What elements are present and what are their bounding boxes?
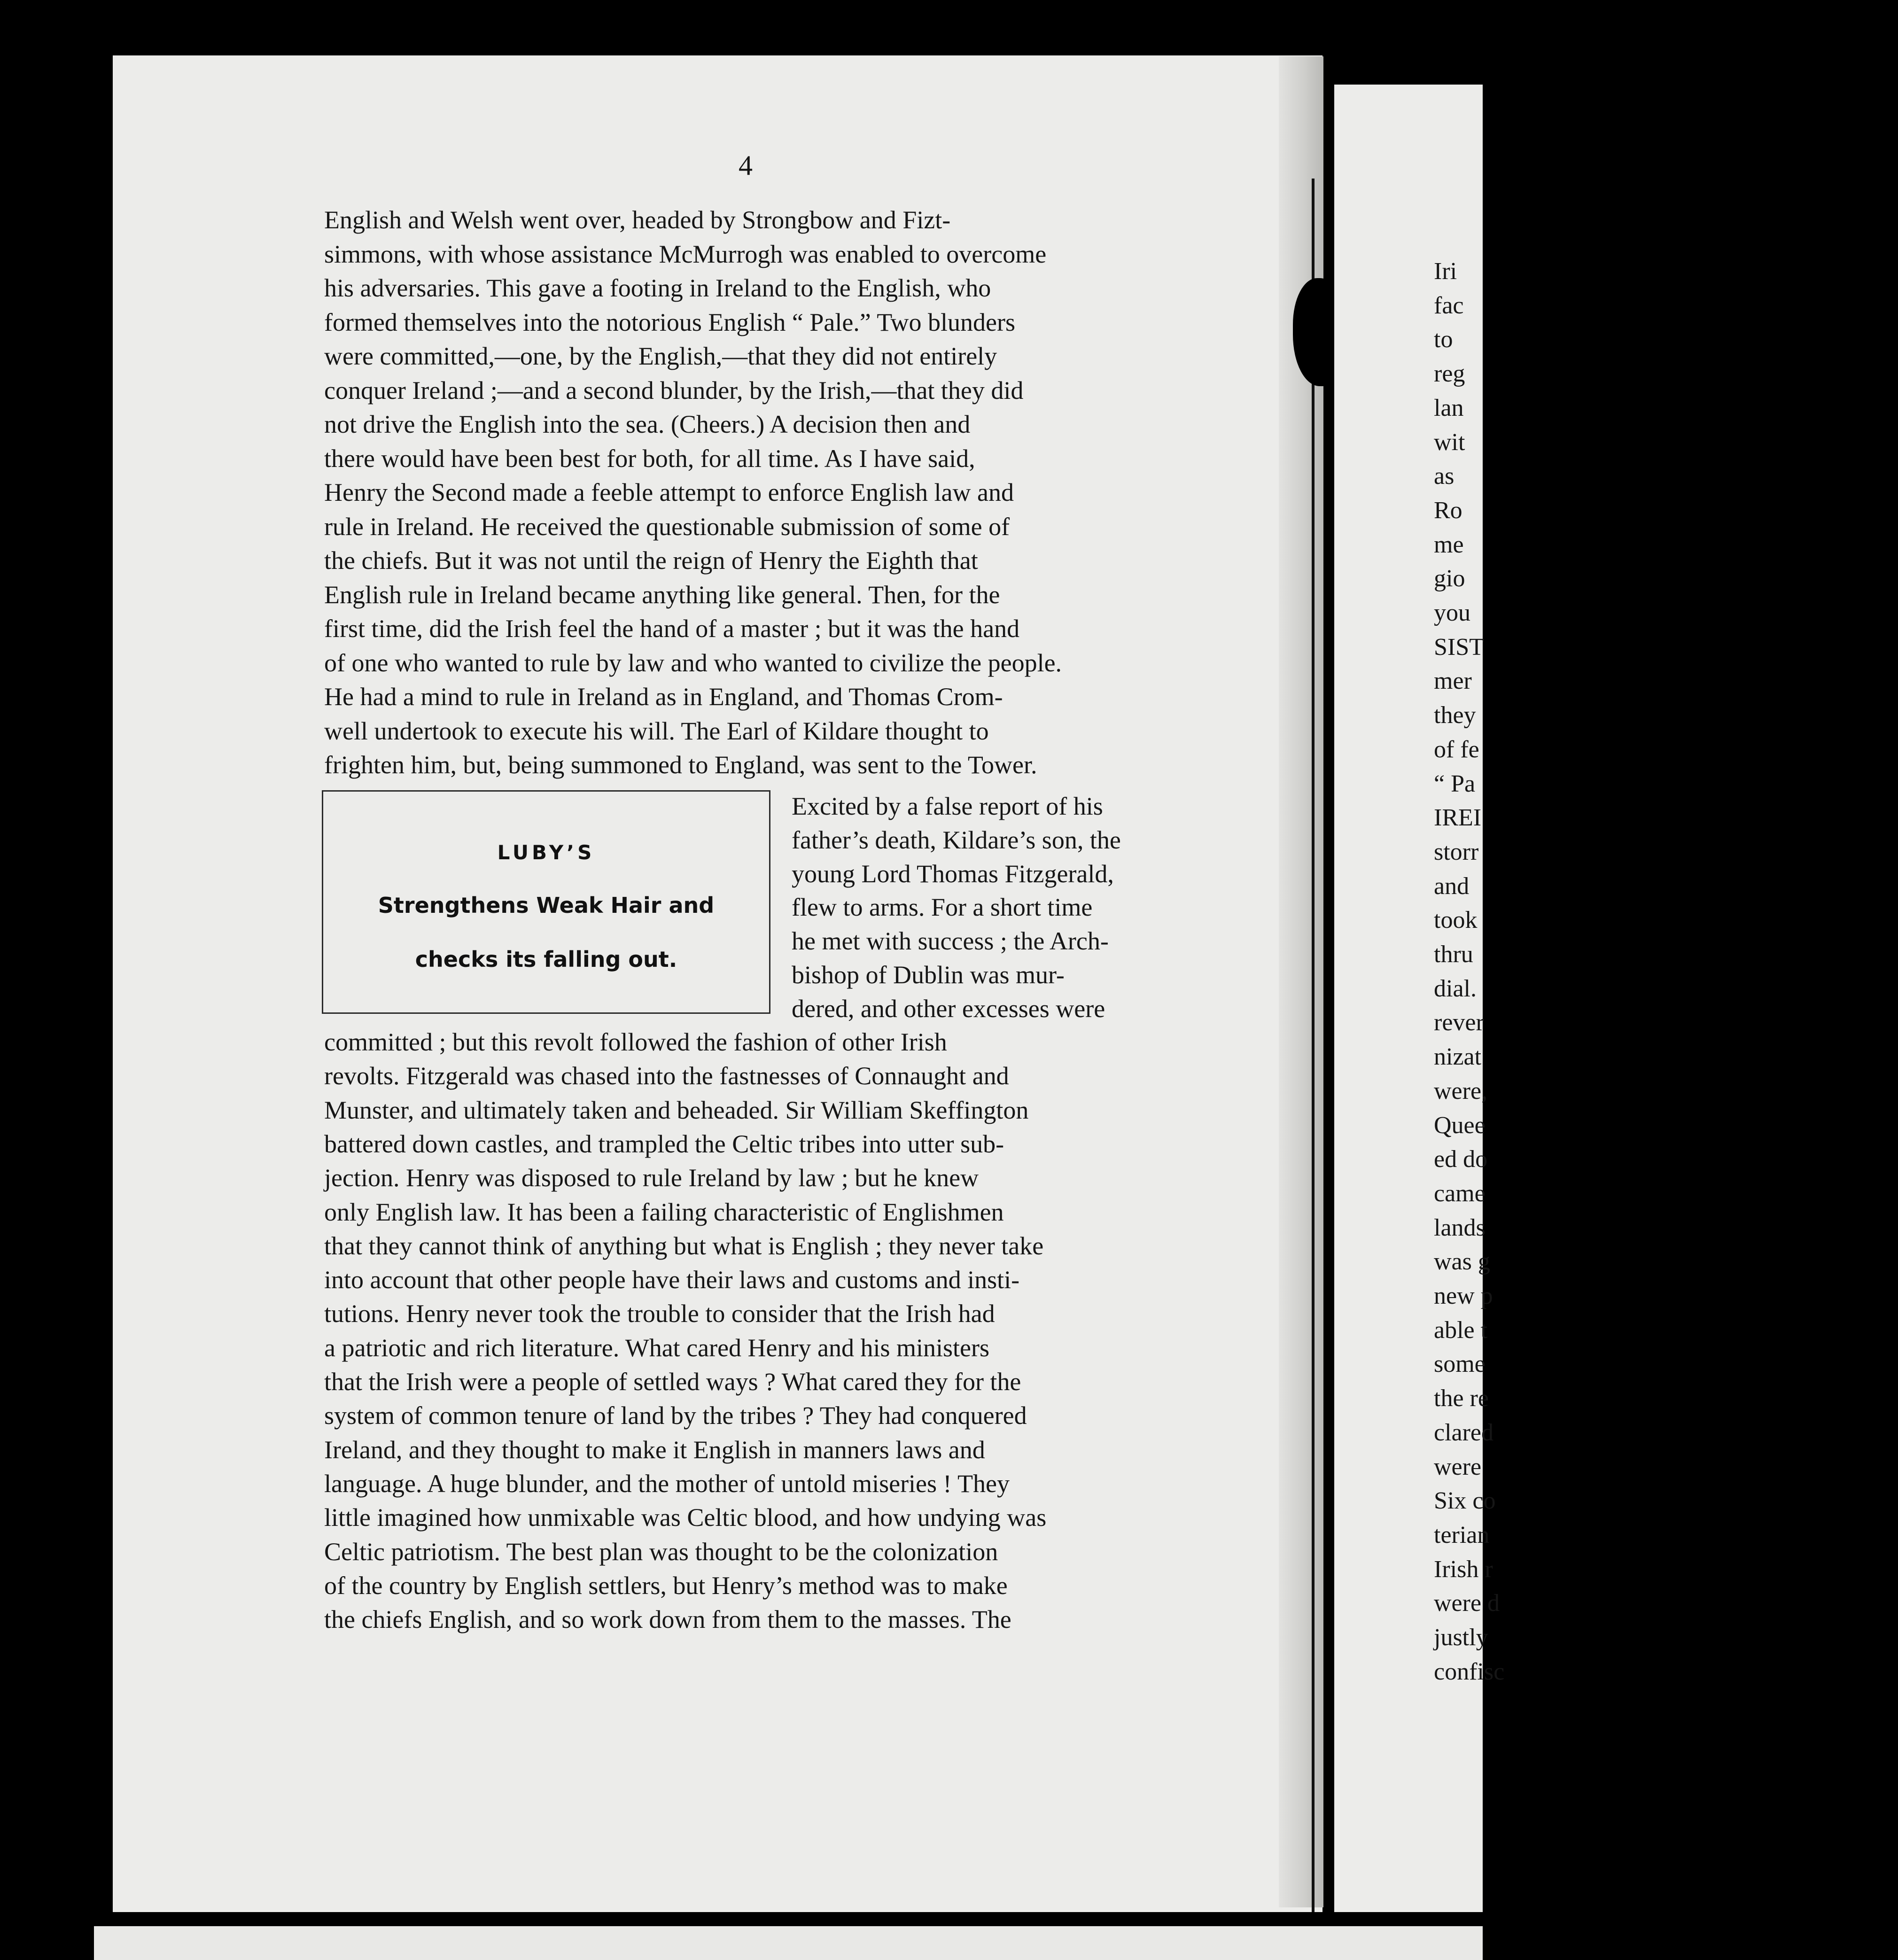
- page-edge-bottom: [94, 1926, 1483, 1960]
- text-line: was g: [1434, 1248, 1490, 1276]
- text-line: Quee: [1434, 1112, 1486, 1139]
- text-line: the chiefs. But it was not until the reign of Henry the Eighth that: [324, 546, 978, 575]
- text-line: committed ; but this revolt followed the fashion of other Irish: [324, 1028, 947, 1056]
- advertisement-box: [322, 790, 770, 1014]
- text-line: took: [1434, 907, 1478, 934]
- binding-thread: [1312, 179, 1315, 1912]
- text-line: terian: [1434, 1521, 1490, 1548]
- text-line: system of common tenure of land by the tribes ? They had conquered: [324, 1401, 1027, 1430]
- text-line: nizat: [1434, 1043, 1482, 1071]
- text-line: Excited by a false report of his: [792, 792, 1103, 820]
- text-line: there would have been best for both, for all time. As I have said,: [324, 444, 975, 473]
- text-line: that the Irish were a people of settled ways ? What cared they for the: [324, 1368, 1021, 1396]
- text-line: ed do: [1434, 1146, 1488, 1173]
- text-line: Six co: [1434, 1487, 1496, 1515]
- advertisement-line: checks its falling out.: [415, 947, 677, 972]
- text-line: his adversaries. This gave a footing in Ireland to the English, who: [324, 274, 991, 302]
- text-line: and: [1434, 872, 1470, 900]
- text-line: confisc: [1434, 1658, 1505, 1685]
- text-line: not drive the English into the sea. (Cheers.) A decision then and: [324, 410, 971, 438]
- text-line: they: [1434, 702, 1476, 729]
- text-line: IREI: [1434, 804, 1482, 832]
- text-line: a patriotic and rich literature. What cared Henry and his ministers: [324, 1333, 989, 1362]
- text-line: English rule in Ireland became anything like general. Then, for the: [324, 580, 1000, 609]
- text-line: dered, and other excesses were: [792, 994, 1105, 1023]
- text-line: new p: [1434, 1283, 1493, 1309]
- text-line: fac: [1434, 292, 1464, 319]
- text-line: of the country by English settlers, but Henry’s method was to make: [324, 1571, 1008, 1600]
- text-line: language. A huge blunder, and the mother of untold miseries ! They: [324, 1469, 1010, 1498]
- text-line: as: [1434, 463, 1455, 490]
- text-line: Munster, and ultimately taken and beheaded. Sir William Skeffington: [324, 1096, 1029, 1124]
- text-line: to: [1434, 326, 1453, 353]
- text-line: Iri: [1434, 258, 1457, 285]
- text-line: lan: [1434, 394, 1464, 421]
- text-line: justly: [1434, 1624, 1488, 1651]
- text-line: “ Pa: [1434, 770, 1476, 797]
- text-line: battered down castles, and trampled the Celtic tribes into utter sub-: [324, 1129, 1004, 1158]
- text-line: were committed,—one, by the English,—that they did not entirely: [324, 342, 997, 370]
- text-line: flew to arms. For a short time: [792, 893, 1093, 922]
- text-line: dial.: [1434, 975, 1477, 1002]
- text-line: jection. Henry was disposed to rule Ireland by law ; but he knew: [324, 1164, 979, 1192]
- text-line: wit: [1434, 428, 1465, 456]
- text-line: Celtic patriotism. The best plan was thought to be the colonization: [324, 1537, 998, 1566]
- text-line: storr: [1434, 838, 1479, 865]
- page-number: 4: [739, 150, 753, 181]
- text-line: of fe: [1434, 736, 1479, 763]
- text-line: came: [1434, 1180, 1486, 1207]
- advertisement-line: Strengthens Weak Hair and: [378, 893, 715, 918]
- text-line: rever: [1434, 1009, 1484, 1036]
- text-line: you: [1434, 599, 1470, 626]
- text-line: only English law. It has been a failing characteristic of Englishmen: [324, 1198, 1004, 1226]
- text-line: clared: [1434, 1419, 1494, 1446]
- text-line: Henry the Second made a feeble attempt to enforce English law and: [324, 478, 1014, 506]
- text-line: were: [1434, 1453, 1482, 1480]
- text-line: were d: [1434, 1590, 1500, 1617]
- text-line: English and Welsh went over, headed by Strongbow and Fizt-: [324, 206, 951, 234]
- text-line: reg: [1434, 360, 1465, 388]
- text-line: thru: [1434, 941, 1473, 968]
- text-line: rule in Ireland. He received the questionable submission of some of: [324, 512, 1010, 541]
- text-line: into account that other people have their laws and customs and insti-: [324, 1266, 1020, 1294]
- text-line: simmons, with whose assistance McMurrogh was enabled to overcome: [324, 240, 1047, 268]
- text-line: able t: [1434, 1316, 1488, 1344]
- text-line: me: [1434, 531, 1464, 558]
- text-line: He had a mind to rule in Ireland as in England, and Thomas Crom-: [324, 683, 1003, 711]
- text-line: frighten him, but, being summoned to England, was sent to the Tower.: [324, 751, 1037, 779]
- text-line: SIST: [1434, 633, 1484, 661]
- text-line: the chiefs English, and so work down from them to the masses. The: [324, 1605, 1011, 1634]
- text-line: he met with success ; the Arch-: [792, 927, 1109, 956]
- text-line: Ireland, and they thought to make it English in manners laws and: [324, 1435, 985, 1464]
- text-line: revolts. Fitzgerald was chased into the fastnesses of Connaught and: [324, 1062, 1009, 1090]
- text-line: were,: [1434, 1077, 1488, 1104]
- text-line: young Lord Thomas Fitzgerald,: [792, 859, 1114, 888]
- text-line: first time, did the Irish feel the hand of a master ; but it was the hand: [324, 614, 1020, 643]
- text-line: the re: [1434, 1385, 1489, 1412]
- text-line: lands: [1434, 1214, 1486, 1241]
- text-line: of one who wanted to rule by law and who wanted to civilize the people.: [324, 648, 1062, 677]
- text-line: formed themselves into the notorious English “ Pale.” Two blunders: [324, 308, 1015, 336]
- text-line: gio: [1434, 565, 1465, 592]
- text-line: tutions. Henry never took the trouble to consider that the Irish had: [324, 1299, 995, 1328]
- text-line: bishop of Dublin was mur-: [792, 961, 1065, 989]
- advertisement-brand: LUBY’S: [497, 841, 595, 864]
- text-line: Ro: [1434, 497, 1462, 524]
- text-line: well undertook to execute his will. The Earl of Kildare thought to: [324, 716, 989, 745]
- text-line: some: [1434, 1351, 1486, 1378]
- text-line: that they cannot think of anything but what is English ; they never take: [324, 1231, 1044, 1260]
- text-line: conquer Ireland ;—and a second blunder, by the Irish,—that they did: [324, 376, 1024, 404]
- text-line: mer: [1434, 668, 1472, 695]
- text-line: little imagined how unmixable was Celtic blood, and how undying was: [324, 1503, 1047, 1532]
- text-line: Irish r: [1434, 1556, 1493, 1583]
- text-line: father’s death, Kildare’s son, the: [792, 825, 1121, 854]
